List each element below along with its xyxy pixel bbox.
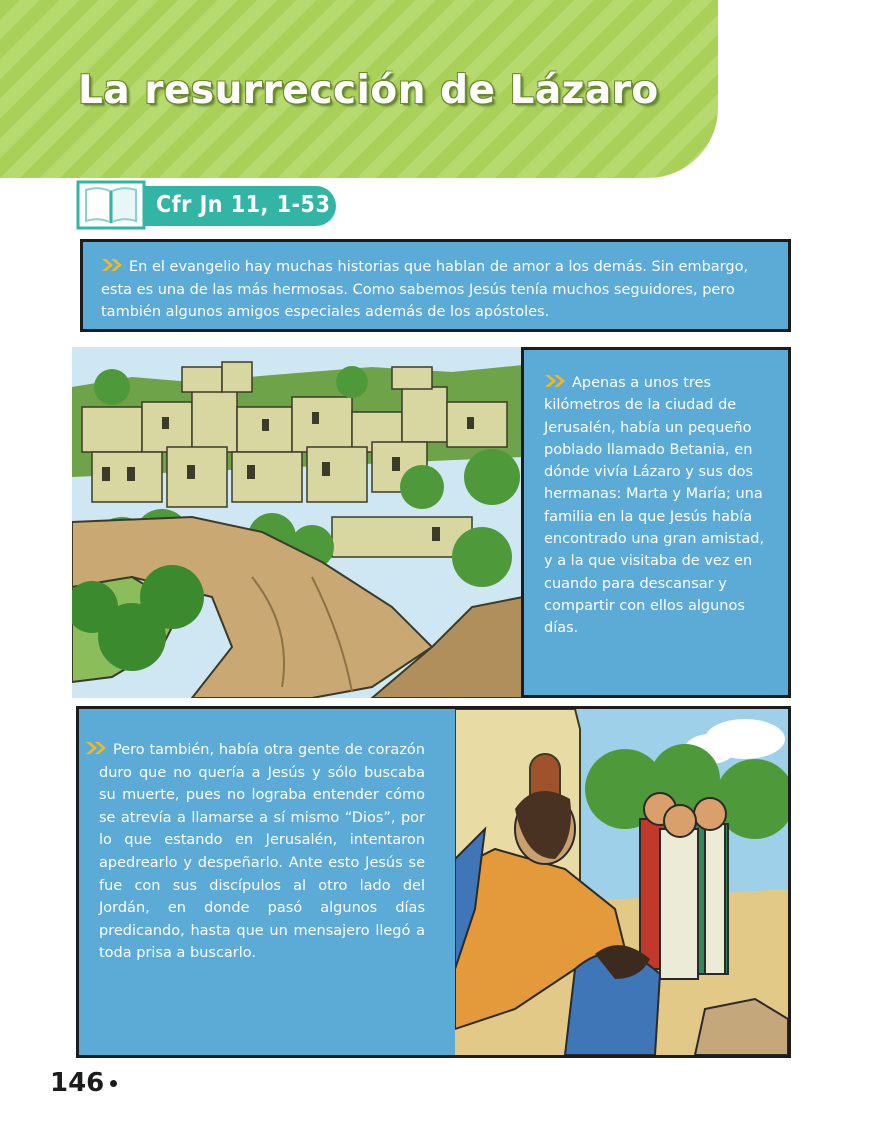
jesus-enemies-text: Pero también, había otra gente de corazón duro que no quería a Jesús y sólo buscaba su muerte, pues no lograba entender cómo se atrevía a llamarse a sí mismo “Dios”, por lo que estando en Jerusalén, intentaron apedrearlo y despeñarlo. Ante esto Jesús se fue con sus discípulos al otro lado del Jordán, en donde pasó algunos días predicando, hasta que un mensajero llegó a toda prisa a buscarlo.	[99, 742, 425, 962]
reference-label: Cfr Jn 11, 1-53	[156, 192, 331, 218]
village-illustration	[72, 347, 523, 698]
double-chevron-icon	[101, 258, 123, 272]
page-number-dot	[110, 1080, 117, 1087]
page-number	[50, 1068, 117, 1098]
jesus-enemies-paragraph	[85, 739, 425, 965]
bethany-paragraph	[544, 372, 772, 640]
bethany-text-box	[521, 347, 791, 698]
page-number-text: 146	[50, 1068, 105, 1098]
scripture-reference	[76, 180, 338, 230]
intro-box	[80, 239, 791, 332]
double-chevron-icon	[85, 741, 107, 755]
jesus-enemies-text-column	[85, 739, 425, 965]
intro-paragraph	[101, 256, 770, 324]
bethany-text: Apenas a unos tres kilómetros de la ciudad de Jerusalén, había un pequeño poblado llamado Betania, en dónde vivía Lázaro y sus dos hermanas: Marta y María; una familia en la que Jesús había encontrado una gran amistad, y a la que visitaba de vez en cuando para descansar y compartir con ellos algunos días.	[544, 375, 765, 637]
intro-text: En el evangelio hay muchas historias que hablan de amor a los demás. Sin embargo, esta es una de las más hermosas. Como sabemos Jesús tenía muchos seguidores, pero también algunos amigos especiales además de los apóstoles.	[101, 259, 749, 320]
jesus-disciples-illustration	[455, 709, 788, 1055]
double-chevron-icon	[544, 374, 566, 388]
open-book-icon	[76, 180, 146, 230]
page-title: La resurrección de Lázaro	[78, 68, 659, 113]
